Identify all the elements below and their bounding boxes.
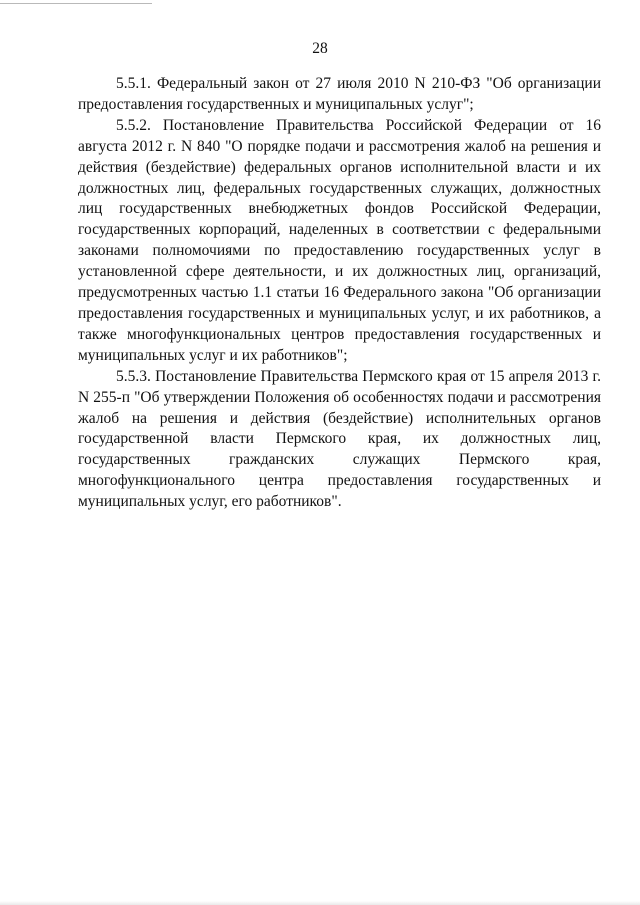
scan-artifact-line	[0, 3, 152, 4]
paragraph-5-5-2: 5.5.2. Постановление Правительства Российской Федерации от 16 августа 2012 г. N 840 "О порядке подачи и рассмотрения жалоб на решения и действия (бездействие) федеральных органов исполнительной власти и их должностных лиц, федеральных государственных служащих, должностных лиц государственных внебюджетных фондов Российской Федерации, государственных корпораций, наделенных в соответствии с федеральными законами полномочиями по предоставлению государственных услуг в установленной сфере деятельности, и их должностных лиц, организаций, предусмотренных частью 1.1 статьи 16 Федерального закона "Об организации предоставления государственных и муниципальных услуг, и их работников, а также многофункциональных центров предоставления государственных и муниципальных услуг и их работников";	[78, 116, 601, 364]
document-body	[78, 74, 601, 513]
scan-edge	[0, 901, 640, 905]
paragraph-5-5-1: 5.5.1. Федеральный закон от 27 июля 2010 N 210-ФЗ "Об организации предоставления государственных и муниципальных услуг";	[78, 75, 601, 113]
page-number: 28	[312, 40, 328, 57]
paragraph-5-5-3: 5.5.3. Постановление Правительства Пермского края от 15 апреля 2013 г. N 255-п "Об утверждении Положения об особенностях подачи и рассмотрения жалоб на решения и действия (бездействие) исполнительных органов государственной власти Пермского края, их должностных лиц, государственных гражданских служащих Пермского края, многофункционального центра предоставления государственных и муниципальных услуг, его работников".	[78, 367, 601, 511]
